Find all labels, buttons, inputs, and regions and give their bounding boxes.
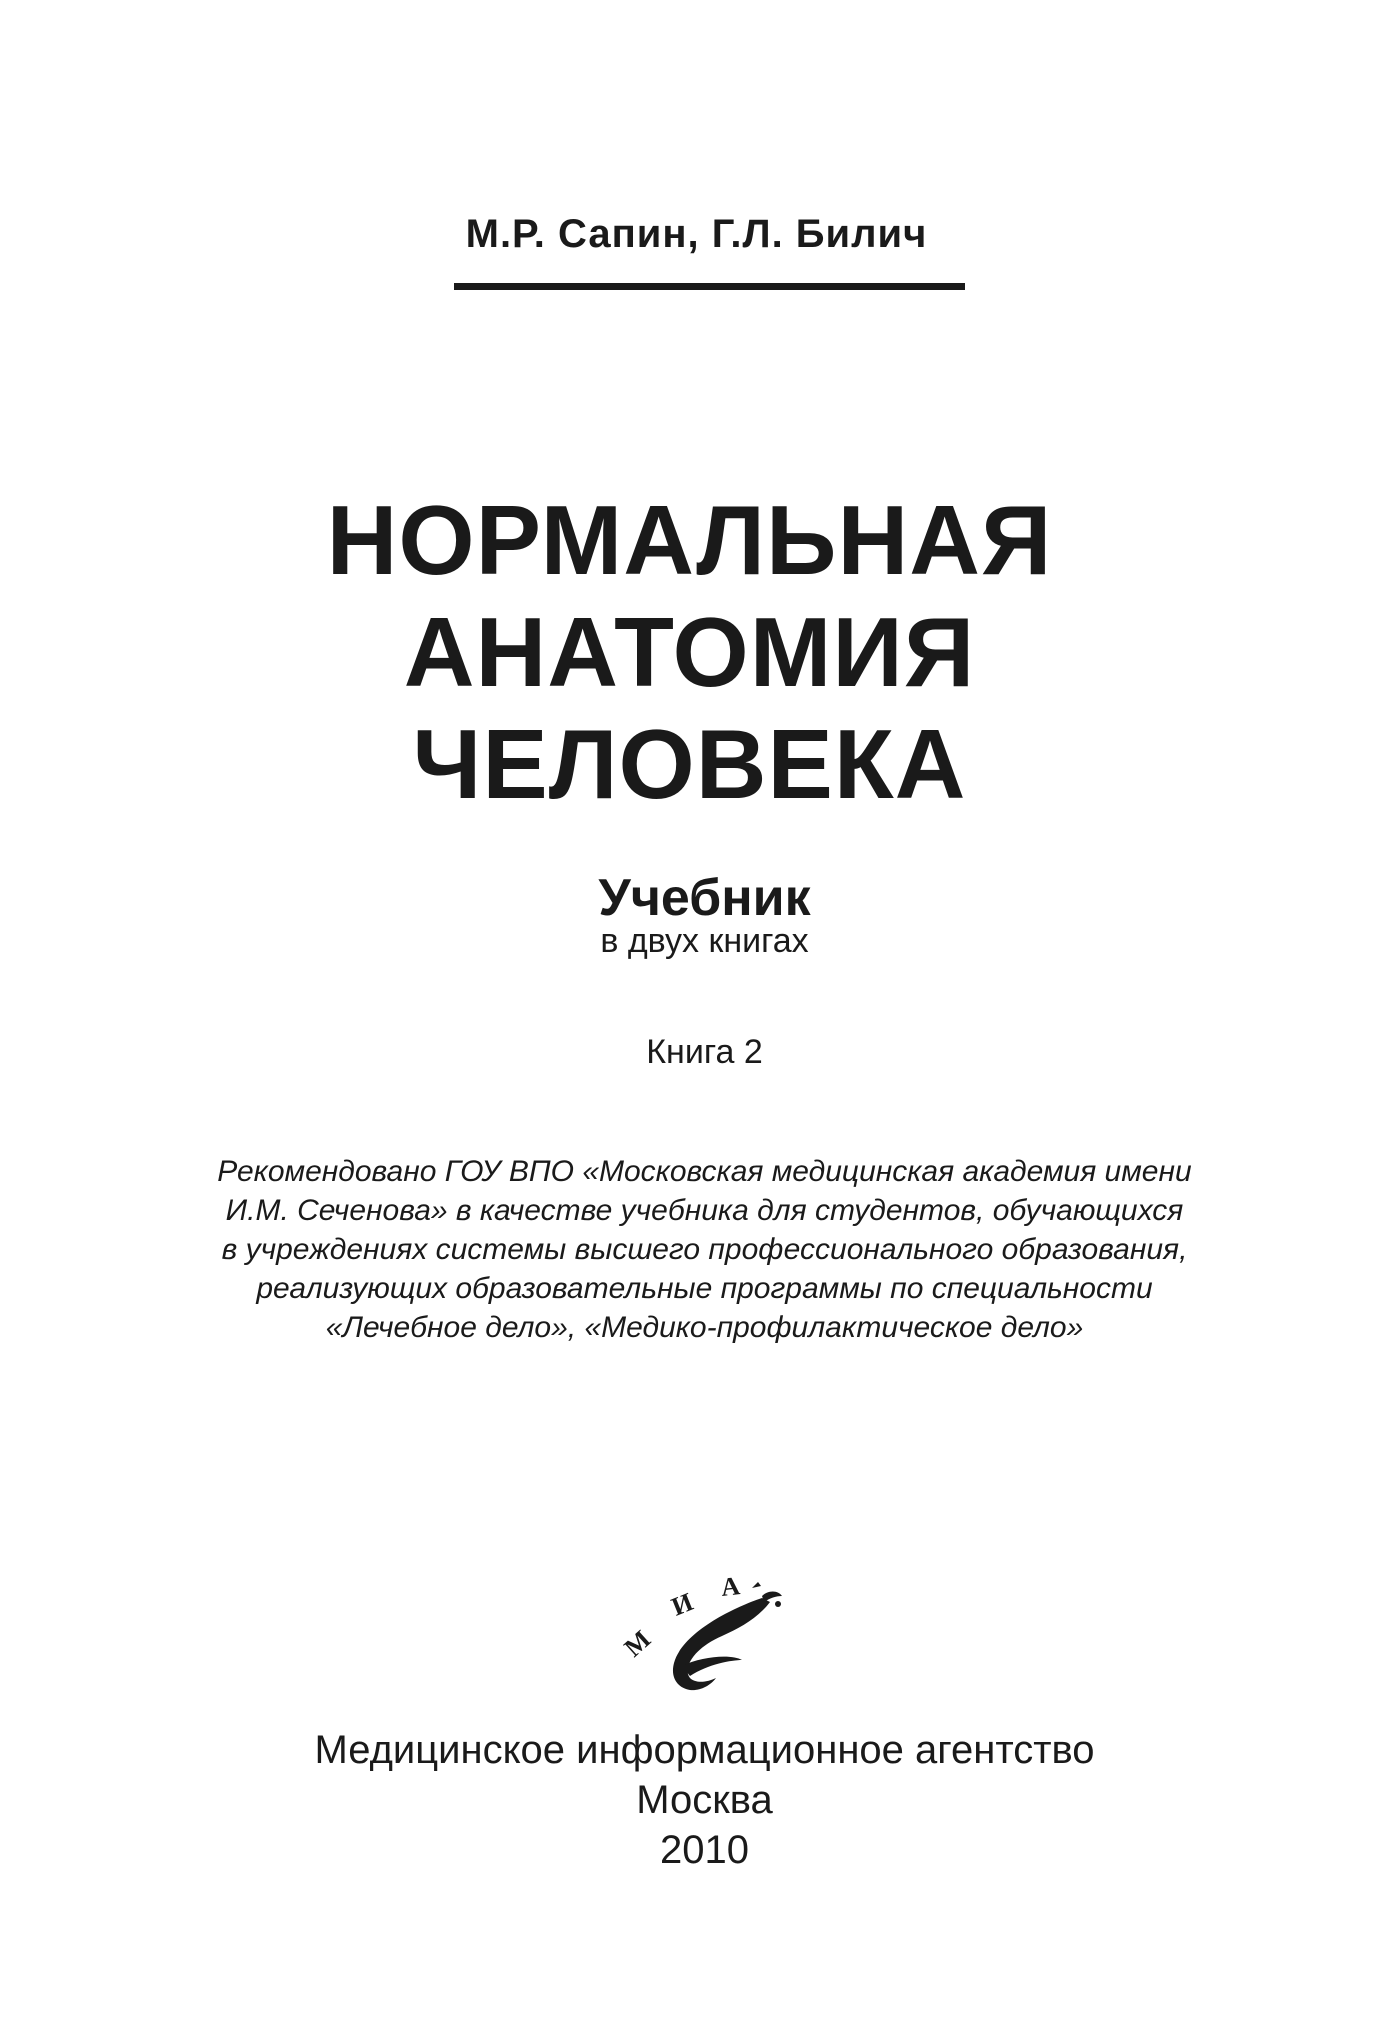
recommendation-line-4: реализующих образовательные программы по специальности — [256, 1272, 1153, 1305]
authors-underline — [454, 283, 965, 290]
publisher-logo-icon — [612, 1538, 792, 1718]
publication-year: 2010 — [660, 1828, 749, 1872]
recommendation-line-1: Рекомендовано ГОУ ВПО «Московская медицинская академия имени — [217, 1155, 1192, 1188]
publisher-city: Москва — [636, 1778, 773, 1822]
svg-text:И: И — [667, 1587, 698, 1622]
book-number: Книга 2 — [646, 1033, 763, 1071]
subtitle-note: в двух книгах — [600, 922, 809, 960]
publisher-name: Медицинское информационное агентство — [314, 1728, 1095, 1772]
publisher-block — [0, 1725, 1379, 1875]
svg-text:А: А — [719, 1571, 742, 1602]
recommendation-line-5: «Лечебное дело», «Медико-профилактическое дело» — [325, 1311, 1084, 1344]
book-subtitle: Учебник — [598, 869, 811, 927]
authors-line: М.Р. Сапин, Г.Л. Билич — [465, 212, 928, 256]
book-title — [0, 484, 1379, 820]
svg-text:М: М — [618, 1624, 657, 1663]
title-line-1: НОРМАЛЬНАЯ — [326, 485, 1053, 595]
recommendation-line-3: в учреждениях системы высшего профессионального образования, — [221, 1233, 1188, 1266]
recommendation-line-2: И.М. Сеченова» в качестве учебника для студентов, обучающихся — [225, 1194, 1184, 1227]
title-line-2: АНАТОМИЯ — [403, 597, 976, 707]
title-line-3: ЧЕЛОВЕКА — [412, 709, 967, 819]
recommendation-text — [0, 1152, 1379, 1347]
